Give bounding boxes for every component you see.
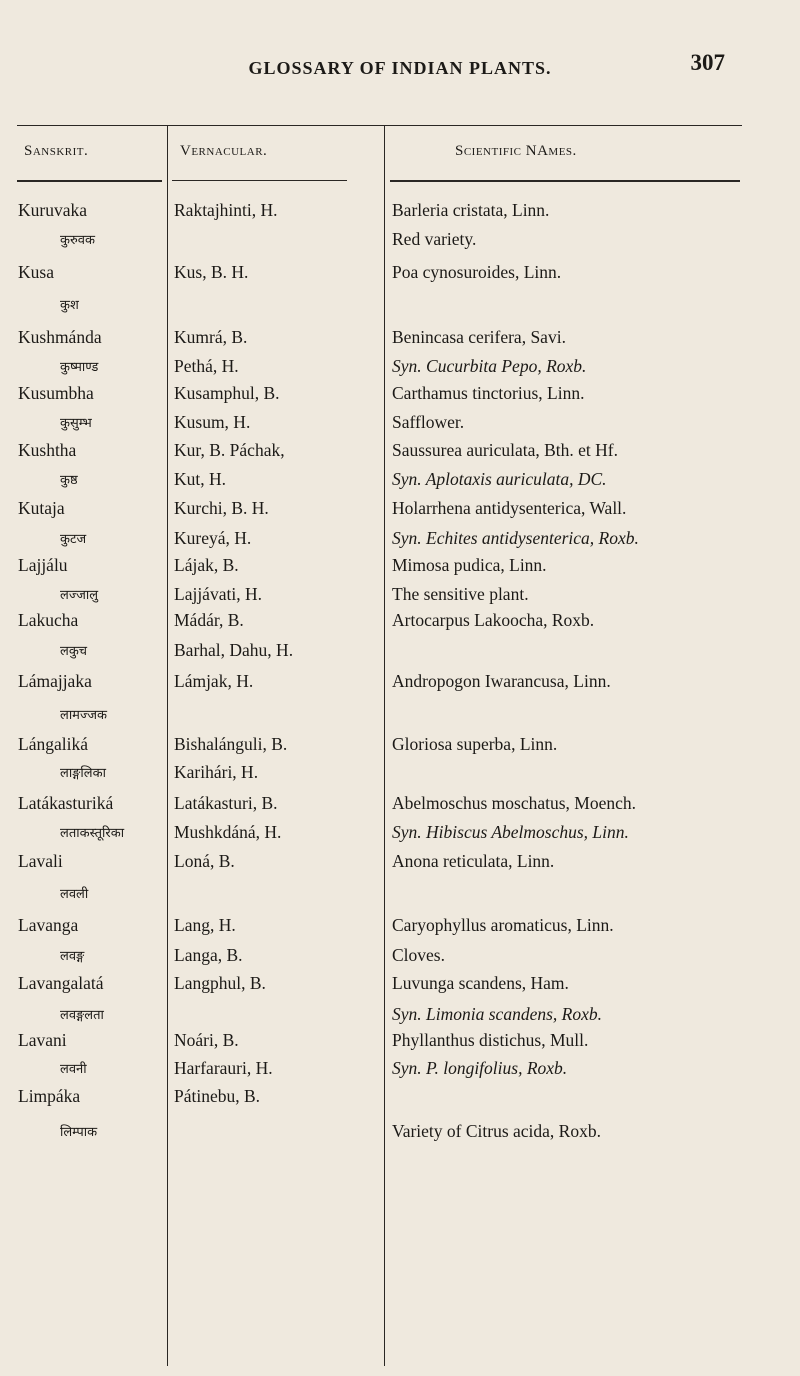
cell-scientific: Anona reticulata, Linn. — [392, 851, 555, 871]
cell-vernacular: Mádár, B. — [174, 610, 244, 630]
cell-vernacular: Kur, B. Páchak, — [174, 440, 285, 460]
cell-sanskrit: कुरुवक — [60, 233, 95, 248]
cell-vernacular: Bishalánguli, B. — [174, 734, 288, 754]
cell-sanskrit: Kushtha — [18, 440, 77, 460]
cell-sanskrit: लवनी — [60, 1062, 87, 1077]
cell-vernacular: Kut, H. — [174, 469, 227, 489]
cell-vernacular: Langphul, B. — [174, 973, 266, 993]
page-number: 307 — [690, 50, 725, 75]
cell-sanskrit: लताकस्तूरिका — [60, 826, 125, 841]
cell-vernacular: Harfarauri, H. — [174, 1058, 273, 1078]
cell-scientific: Syn. Aplotaxis auriculata, DC. — [392, 469, 607, 489]
header-underline-2 — [172, 180, 347, 181]
column-header-vernacular: Vernacular. — [180, 143, 268, 159]
cell-scientific: Syn. Limonia scandens, Roxb. — [392, 1004, 602, 1024]
header-title: GLOSSARY OF INDIAN PLANTS. — [248, 58, 552, 78]
cell-vernacular: Kus, B. H. — [174, 262, 249, 282]
cell-vernacular: Noári, B. — [174, 1030, 239, 1050]
cell-sanskrit: Kutaja — [18, 498, 65, 518]
cell-sanskrit: Kushmánda — [18, 327, 102, 347]
column-header-sanskrit: Sanskrit. — [24, 143, 89, 159]
cell-scientific: Mimosa pudica, Linn. — [392, 555, 547, 575]
cell-sanskrit: Kusumbha — [18, 383, 94, 403]
column-header-scientific: Scientific NAmes. — [455, 143, 577, 159]
cell-scientific: Caryophyllus aromaticus, Linn. — [392, 915, 614, 935]
cell-sanskrit: कुष्ठ — [60, 473, 78, 488]
cell-sanskrit: लामज्जक — [60, 708, 108, 723]
cell-sanskrit: लिम्पाक — [60, 1125, 98, 1140]
cell-scientific: Cloves. — [392, 945, 445, 965]
cell-vernacular: Pátinebu, B. — [174, 1086, 261, 1106]
cell-vernacular: Kumrá, B. — [174, 327, 248, 347]
cell-scientific: Poa cynosuroides, Linn. — [392, 262, 562, 282]
cell-sanskrit: Kuruvaka — [18, 200, 88, 220]
cell-sanskrit: कुसुम्भ — [60, 416, 92, 431]
cell-vernacular: Langa, B. — [174, 945, 243, 965]
cell-sanskrit: लवली — [60, 887, 89, 902]
cell-sanskrit: कुटज — [60, 532, 87, 547]
cell-sanskrit: Limpáka — [18, 1086, 81, 1106]
cell-scientific: The sensitive plant. — [392, 584, 529, 604]
cell-sanskrit: Lavani — [18, 1030, 67, 1050]
cell-sanskrit: Lavangalatá — [18, 973, 104, 993]
cell-scientific: Holarrhena antidysenterica, Wall. — [392, 498, 627, 518]
cell-sanskrit: लवङ्गलता — [60, 1008, 104, 1023]
cell-vernacular: Mushkdáná, H. — [174, 822, 282, 842]
cell-vernacular: Lájak, B. — [174, 555, 239, 575]
cell-scientific: Syn. Echites antidysenterica, Roxb. — [392, 528, 639, 548]
cell-sanskrit: Lavanga — [18, 915, 79, 935]
cell-sanskrit: Latákasturiká — [18, 793, 114, 813]
cell-sanskrit: Lajjálu — [18, 555, 68, 575]
column-divider-2 — [384, 126, 385, 1366]
cell-scientific: Benincasa cerifera, Savi. — [392, 327, 566, 347]
cell-vernacular: Barhal, Dahu, H. — [174, 640, 294, 660]
cell-scientific: Saussurea auriculata, Bth. et Hf. — [392, 440, 618, 460]
cell-scientific: Safflower. — [392, 412, 465, 432]
cell-sanskrit: लकुच — [60, 644, 88, 659]
cell-vernacular: Lang, H. — [174, 915, 236, 935]
cell-scientific: Syn. P. longifolius, Roxb. — [392, 1058, 568, 1078]
cell-sanskrit: Lavali — [18, 851, 63, 871]
cell-sanskrit: कुष्माण्ड — [60, 360, 99, 375]
cell-vernacular: Lámjak, H. — [174, 671, 254, 691]
cell-scientific: Syn. Hibiscus Abelmoschus, Linn. — [392, 822, 629, 842]
cell-vernacular: Kusamphul, B. — [174, 383, 280, 403]
cell-scientific: Gloriosa superba, Linn. — [392, 734, 558, 754]
cell-vernacular: Kusum, H. — [174, 412, 251, 432]
cell-vernacular: Kurchi, B. H. — [174, 498, 269, 518]
cell-scientific: Barleria cristata, Linn. — [392, 200, 550, 220]
cell-scientific: Abelmoschus moschatus, Moench. — [392, 793, 636, 813]
cell-sanskrit: लज्जालु — [60, 588, 99, 603]
cell-vernacular: Kureyá, H. — [174, 528, 252, 548]
cell-scientific: Syn. Cucurbita Pepo, Roxb. — [392, 356, 587, 376]
cell-sanskrit: लाङ्गलिका — [60, 766, 106, 781]
header-underline-3 — [390, 180, 740, 182]
column-divider-1 — [167, 126, 168, 1366]
cell-vernacular: Raktajhinti, H. — [174, 200, 278, 220]
cell-sanskrit: Lángaliká — [18, 734, 88, 754]
cell-vernacular: Lajjávati, H. — [174, 584, 262, 604]
cell-vernacular: Karihári, H. — [174, 762, 259, 782]
cell-sanskrit: Lakucha — [18, 610, 79, 630]
cell-vernacular: Loná, B. — [174, 851, 235, 871]
cell-scientific: Phyllanthus distichus, Mull. — [392, 1030, 589, 1050]
cell-scientific: Luvunga scandens, Ham. — [392, 973, 569, 993]
cell-sanskrit: Lámajjaka — [18, 671, 92, 691]
cell-scientific: Variety of Citrus acida, Roxb. — [392, 1121, 601, 1141]
cell-sanskrit: लवङ्ग — [60, 949, 85, 964]
cell-scientific: Artocarpus Lakoocha, Roxb. — [392, 610, 595, 630]
cell-scientific: Andropogon Iwarancusa, Linn. — [392, 671, 611, 691]
cell-vernacular: Pethá, H. — [174, 356, 239, 376]
top-rule — [17, 125, 742, 126]
cell-sanskrit: कुश — [60, 298, 79, 313]
header-underline-1 — [17, 180, 162, 182]
cell-sanskrit: Kusa — [18, 262, 54, 282]
cell-scientific: Red variety. — [392, 229, 477, 249]
cell-vernacular: Latákasturi, B. — [174, 793, 278, 813]
cell-scientific: Carthamus tinctorius, Linn. — [392, 383, 585, 403]
